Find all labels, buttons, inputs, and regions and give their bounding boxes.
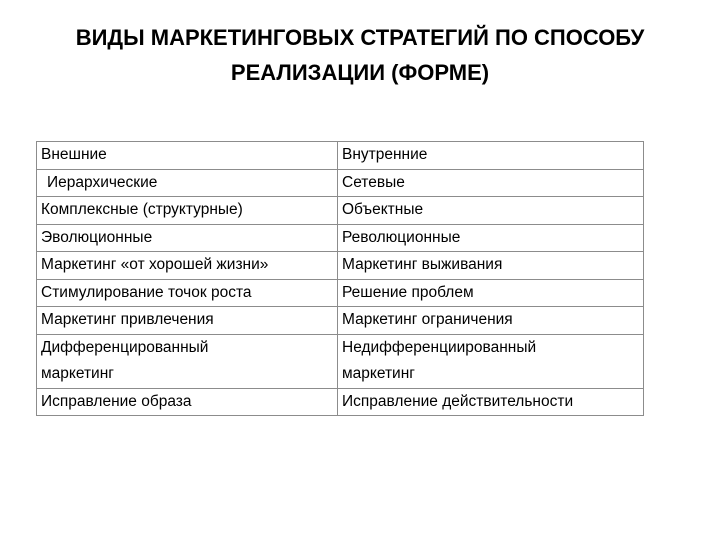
strategies-table: [36, 141, 644, 416]
table-cell-right: Маркетинг выживания: [338, 252, 644, 280]
table-row: [37, 388, 644, 416]
table-cell-left: Стимулирование точок роста: [37, 279, 338, 307]
table-cell-right: Решение проблем: [338, 279, 644, 307]
table-cell-left: [37, 334, 338, 388]
table-row: [37, 279, 644, 307]
table-row: [37, 334, 644, 388]
table-cell-left: Маркетинг привлечения: [37, 307, 338, 335]
table-cell-left: Иерархические: [37, 169, 338, 197]
table-row: [37, 252, 644, 280]
table-cell-left: Маркетинг «от хорошей жизни»: [37, 252, 338, 280]
table-row: [37, 224, 644, 252]
table-row: [37, 197, 644, 225]
table-row: [37, 307, 644, 335]
table-cell-left: Внешние: [37, 142, 338, 170]
table-cell-right: Маркетинг ограничения: [338, 307, 644, 335]
page-title: [0, 20, 720, 90]
table-cell-right: Исправление действительности: [338, 388, 644, 416]
table-cell-left: Комплексные (структурные): [37, 197, 338, 225]
table-cell-right: Внутренние: [338, 142, 644, 170]
table-row: [37, 142, 644, 170]
cell-line-1: Недифференциированный: [342, 338, 537, 356]
table-cell-right: Революционные: [338, 224, 644, 252]
table-cell-right: [338, 334, 644, 388]
table-cell-right: Объектные: [338, 197, 644, 225]
table-cell-right: Сетевые: [338, 169, 644, 197]
table-row: [37, 169, 644, 197]
title-line-1: ВИДЫ МАРКЕТИНГОВЫХ СТРАТЕГИЙ ПО СПОСОБУ: [75, 25, 645, 50]
table-cell-left: Исправление образа: [37, 388, 338, 416]
title-line-2: РЕАЛИЗАЦИИ (ФОРМЕ): [230, 60, 490, 85]
table-cell-left: Эволюционные: [37, 224, 338, 252]
cell-line-2: маркетинг: [41, 365, 114, 382]
cell-line-1: Дифференцированный: [41, 338, 209, 356]
cell-line-2: маркетинг: [342, 365, 415, 382]
